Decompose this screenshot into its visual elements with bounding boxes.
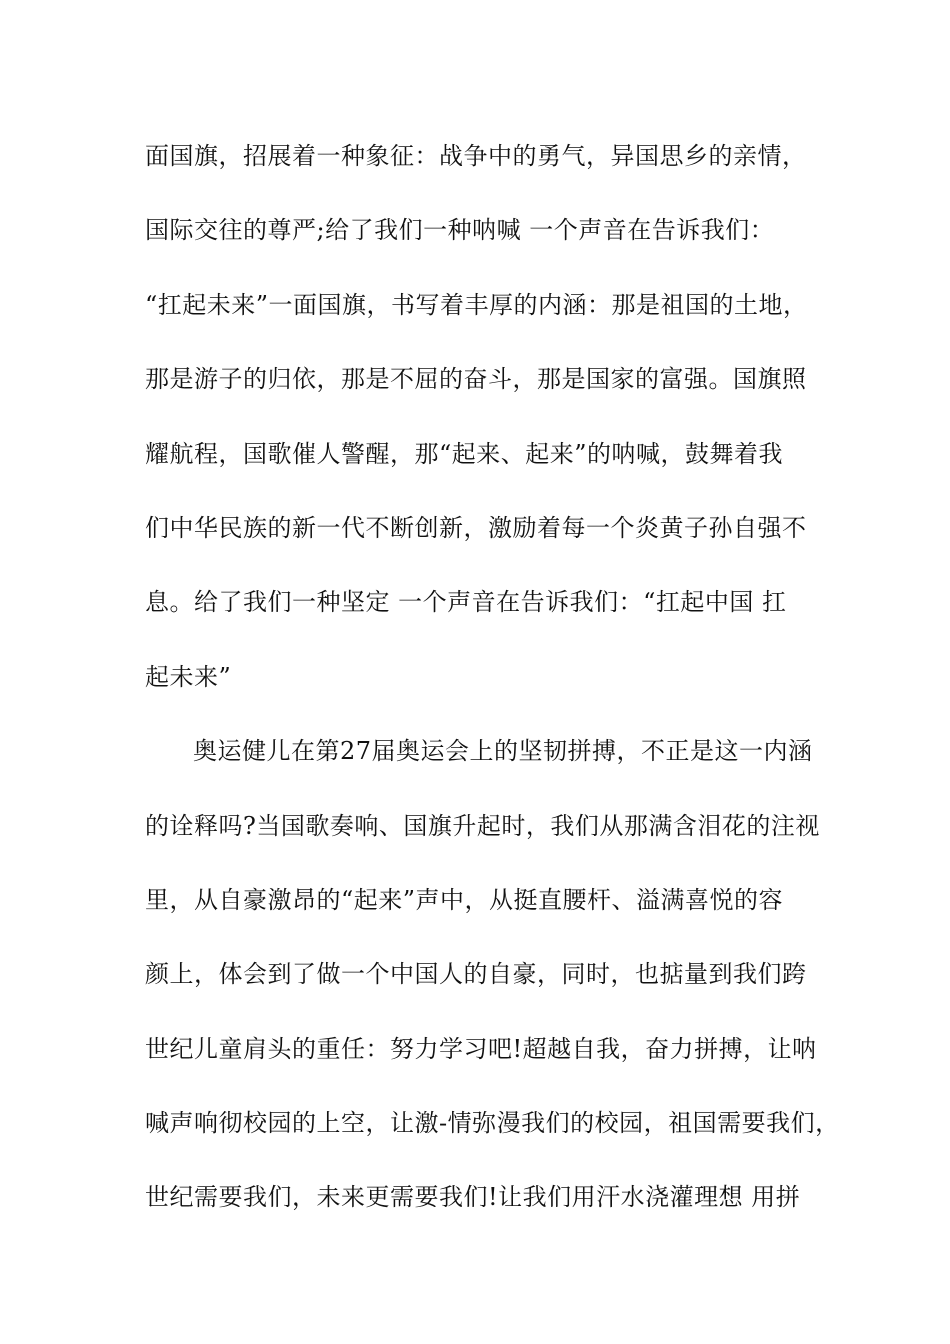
body-text: [145, 130, 840, 1246]
text-line: 起未来”: [145, 662, 232, 691]
text-line: 里，从自豪激昂的“起来”声中，从挺直腰杆、溢满喜悦的容: [145, 885, 784, 914]
text-line: 那是游子的归依，那是不屈的奋斗，那是国家的富强。国旗照: [145, 365, 807, 394]
text-line: 世纪需要我们，未来更需要我们!让我们用汗水浇灌理想 用拼: [145, 1183, 801, 1212]
text-line: 的诠释吗?当国歌奏响、国旗升起时，我们从那满含泪花的注视: [145, 811, 820, 840]
text-line: 国际交往的尊严;给了我们一种呐喊 一个声音在告诉我们：: [145, 216, 775, 245]
text-line: 喊声响彻校园的上空，让激-情弥漫我们的校园，祖国需要我们，: [145, 1109, 840, 1138]
text-line: 们中华民族的新一代不断创新，激励着每一个炎黄子孙自强不: [145, 513, 807, 542]
text-line: 耀航程，国歌催人警醒，那“起来、起来”的呐喊，鼓舞着我: [145, 439, 784, 468]
text-line: 世纪儿童肩头的重任：努力学习吧!超越自我，奋力拼搏，让呐: [145, 1034, 817, 1063]
text-line: 面国旗，招展着一种象征：战争中的勇气，异国思乡的亲情，: [145, 142, 807, 170]
text-line: 颜上，体会到了做一个中国人的自豪，同时，也掂量到我们跨: [145, 960, 807, 989]
text-line: “扛起未来”一面国旗，书写着丰厚的内涵：那是祖国的土地，: [145, 290, 808, 319]
paragraph-start-line: 奥运健儿在第27届奥运会上的坚韧拼搏，不正是这一内涵: [193, 737, 813, 766]
text-line: 息。给了我们一种坚定 一个声音在告诉我们：“扛起中国 扛: [145, 588, 787, 617]
